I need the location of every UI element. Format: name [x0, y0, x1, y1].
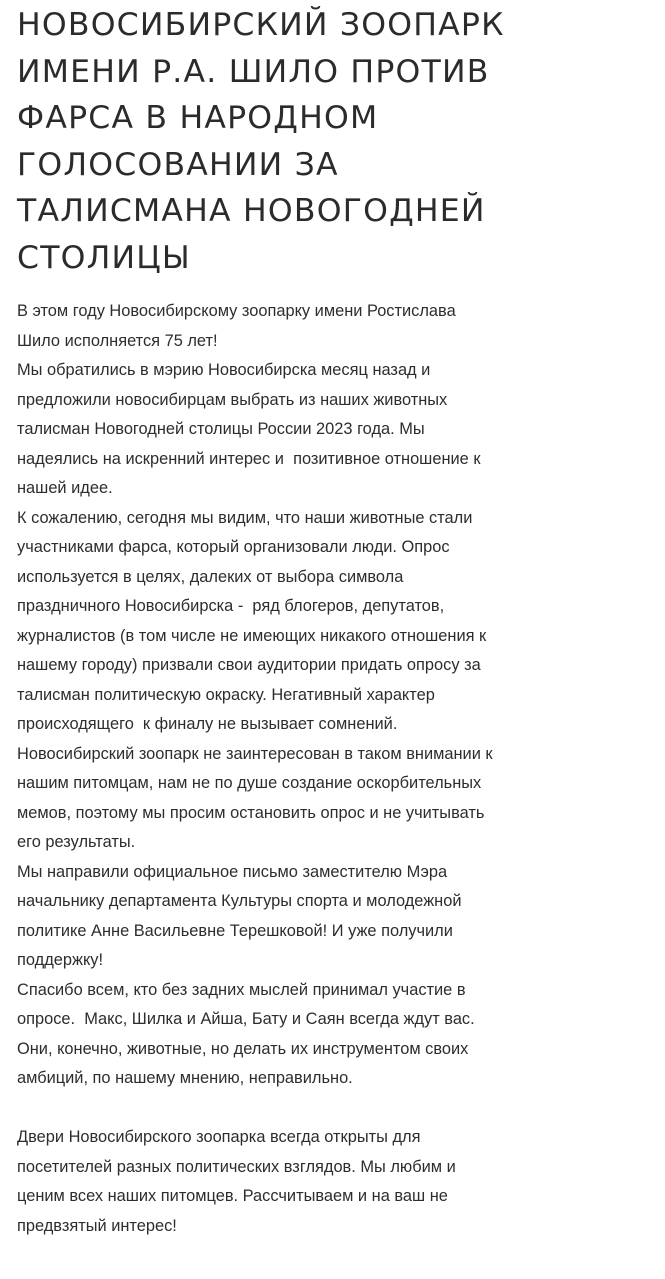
article-title [17, 0, 657, 281]
body-line: Мы обратились в мэрию Новосибирска месяц назад и [17, 361, 431, 379]
body-line: талисман политическую окраску. Негативный характер [17, 685, 435, 704]
body-line: нашим питомцам, нам не по душе создание оскорбительных [17, 774, 482, 792]
title-line: НОВОСИБИРСКИЙ ЗООПАРК [17, 7, 505, 43]
body-line: его результаты. [17, 833, 136, 851]
body-line: опросе. Макс, Шилка и Айша, Бату и Саян всегда ждут вас. [17, 1010, 475, 1028]
body-line: Они, конечно, животные, но делать их инструментом своих [17, 1039, 469, 1058]
body-line: Мы направили официальное письмо заместителю Мэра [17, 862, 448, 881]
body-line: Новосибирский зоопарк не заинтересован в таком внимании к [17, 744, 493, 763]
paragraph-spacer [17, 1094, 657, 1124]
body-line: праздничного Новосибирска - ряд блогеров, депутатов, [17, 597, 445, 615]
body-line: Двери Новосибирского зоопарка всегда открыты для [17, 1128, 421, 1146]
body-line: Шило исполняется 75 лет! [17, 331, 218, 350]
body-line: политике Анне Васильевне Терешковой! И уже получили [17, 921, 453, 940]
body-line: посетителей разных политических взглядов. Мы любим и [17, 1157, 456, 1176]
title-line: ТАЛИСМАНА НОВОГОДНЕЙ [17, 193, 486, 229]
body-line: происходящего к финалу не вызывает сомнений. [17, 715, 398, 733]
body-line: участниками фарса, который организовали люди. Опрос [17, 538, 450, 556]
body-line: нашему городу) призвали свои аудитории придать опросу за [17, 656, 481, 674]
article-body [17, 297, 657, 1241]
body-line: талисман Новогодней столицы России 2023 года. Мы [17, 420, 425, 438]
body-line: мемов, поэтому мы просим остановить опрос и не учитывать [17, 803, 485, 822]
body-line: используется в целях, далеких от выбора символа [17, 567, 404, 586]
body-line: предложили новосибирцам выбрать из наших животных [17, 390, 448, 409]
title-line: СТОЛИЦЫ [17, 239, 191, 276]
body-line: ценим всех наших питомцев. Рассчитываем и на ваш не [17, 1187, 448, 1205]
article-page [17, 0, 657, 1235]
body-line: В этом году Новосибирскому зоопарку имени Ростислава [17, 302, 456, 320]
body-line: К сожалению, сегодня мы видим, что наши животные стали [17, 508, 473, 527]
body-line: предвзятый интерес! [17, 1216, 177, 1235]
title-line: ФАРСА В НАРОДНОМ [17, 100, 379, 136]
body-line: нашей идее. [17, 479, 113, 497]
body-line: журналистов (в том числе не имеющих никакого отношения к [17, 626, 487, 645]
body-line: поддержку! [17, 951, 104, 969]
body-line: амбиций, по нашему мнению, неправильно. [17, 1069, 353, 1087]
body-line: Спасибо всем, кто без задних мыслей принимал участие в [17, 980, 466, 999]
title-line: ГОЛОСОВАНИИ ЗА [17, 146, 339, 183]
title-line: ИМЕНИ Р.А. ШИЛО ПРОТИВ [17, 53, 490, 90]
body-line: надеялись на искренний интерес и позитивное отношение к [17, 449, 481, 468]
body-line: начальнику департамента Культуры спорта и молодежной [17, 892, 462, 910]
